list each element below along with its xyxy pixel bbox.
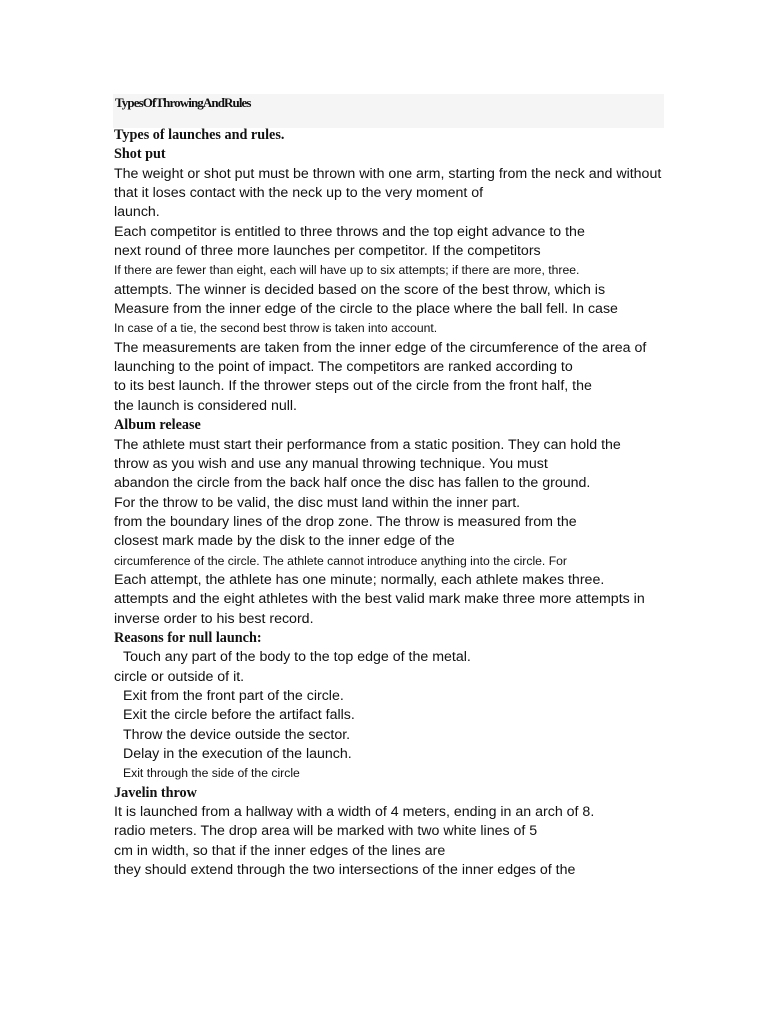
list-item: Exit from the front part of the circle. [123,687,344,704]
text-line: circumference of the circle. The athlete cannot introduce anything into the circle. For [114,553,567,568]
section-heading: Javelin throw [114,784,197,801]
text-line: next round of three more launches per competitor. If the competitors [114,243,541,260]
text-line: launching to the point of impact. The competitors are ranked according to [114,359,573,376]
section-heading: Shot put [114,146,166,163]
list-item: Exit the circle before the artifact falls. [123,707,355,724]
text-line: throw as you wish and use any manual throwing technique. You must [114,455,548,472]
text-line: launch. [114,204,160,221]
text-line: that it loses contact with the neck up to the very moment of [114,185,484,202]
text-line: circle or outside of it. [114,668,245,685]
text-line: cm in width, so that if the inner edges of the lines are [114,842,446,859]
text-line: The athlete must start their performance from a static position. They can hold the [114,436,621,453]
list-item: Touch any part of the body to the top edge of the metal. [123,649,471,666]
text-line: Measure from the inner edge of the circle to the place where the ball fell. In case [114,301,618,318]
section-heading: Types of launches and rules. [114,127,285,143]
title-bar [113,94,664,128]
text-line: Each attempt, the athlete has one minute; normally, each athlete makes three. [114,571,605,588]
text-line: For the throw to be valid, the disc must land within the inner part. [114,494,521,511]
text-line: to its best launch. If the thrower steps out of the circle from the front half, the [114,378,592,395]
text-line: closest mark made by the disk to the inner edge of the [114,533,455,550]
text-line: attempts and the eight athletes with the best valid mark make three more attempts in [114,591,645,608]
text-line: If there are fewer than eight, each will have up to six attempts; if there are more, three. [114,263,580,278]
text-line: they should extend through the two intersections of the inner edges of the [114,862,576,879]
text-line: inverse order to his best record. [114,610,314,627]
text-line: from the boundary lines of the drop zone. The throw is measured from the [114,513,577,530]
text-line: the launch is considered null. [114,397,297,414]
list-item: Delay in the execution of the launch. [123,746,352,762]
text-line: In case of a tie, the second best throw is taken into account. [114,321,438,336]
text-line: attempts. The winner is decided based on the score of the best throw, which is [114,281,606,298]
text-line: The measurements are taken from the inner edge of the circumference of the area of [114,339,647,356]
section-heading: Reasons for null launch: [114,629,262,646]
text-line: It is launched from a hallway with a width of 4 meters, ending in an arch of 8. [114,804,595,821]
list-item: Exit through the side of the circle [123,766,300,781]
section-heading: Album release [114,417,201,434]
list-item: Throw the device outside the sector. [123,726,351,743]
text-line: radio meters. The drop area will be marked with two white lines of 5 [114,823,538,840]
text-line: Each competitor is entitled to three throws and the top eight advance to the [114,223,585,240]
text-line: abandon the circle from the back half once the disc has fallen to the ground. [114,475,591,492]
document-title: TypesOfThrowingAndRules [115,95,251,110]
text-line: The weight or shot put must be thrown with one arm, starting from the neck and without [114,165,662,182]
document-body [114,126,714,880]
